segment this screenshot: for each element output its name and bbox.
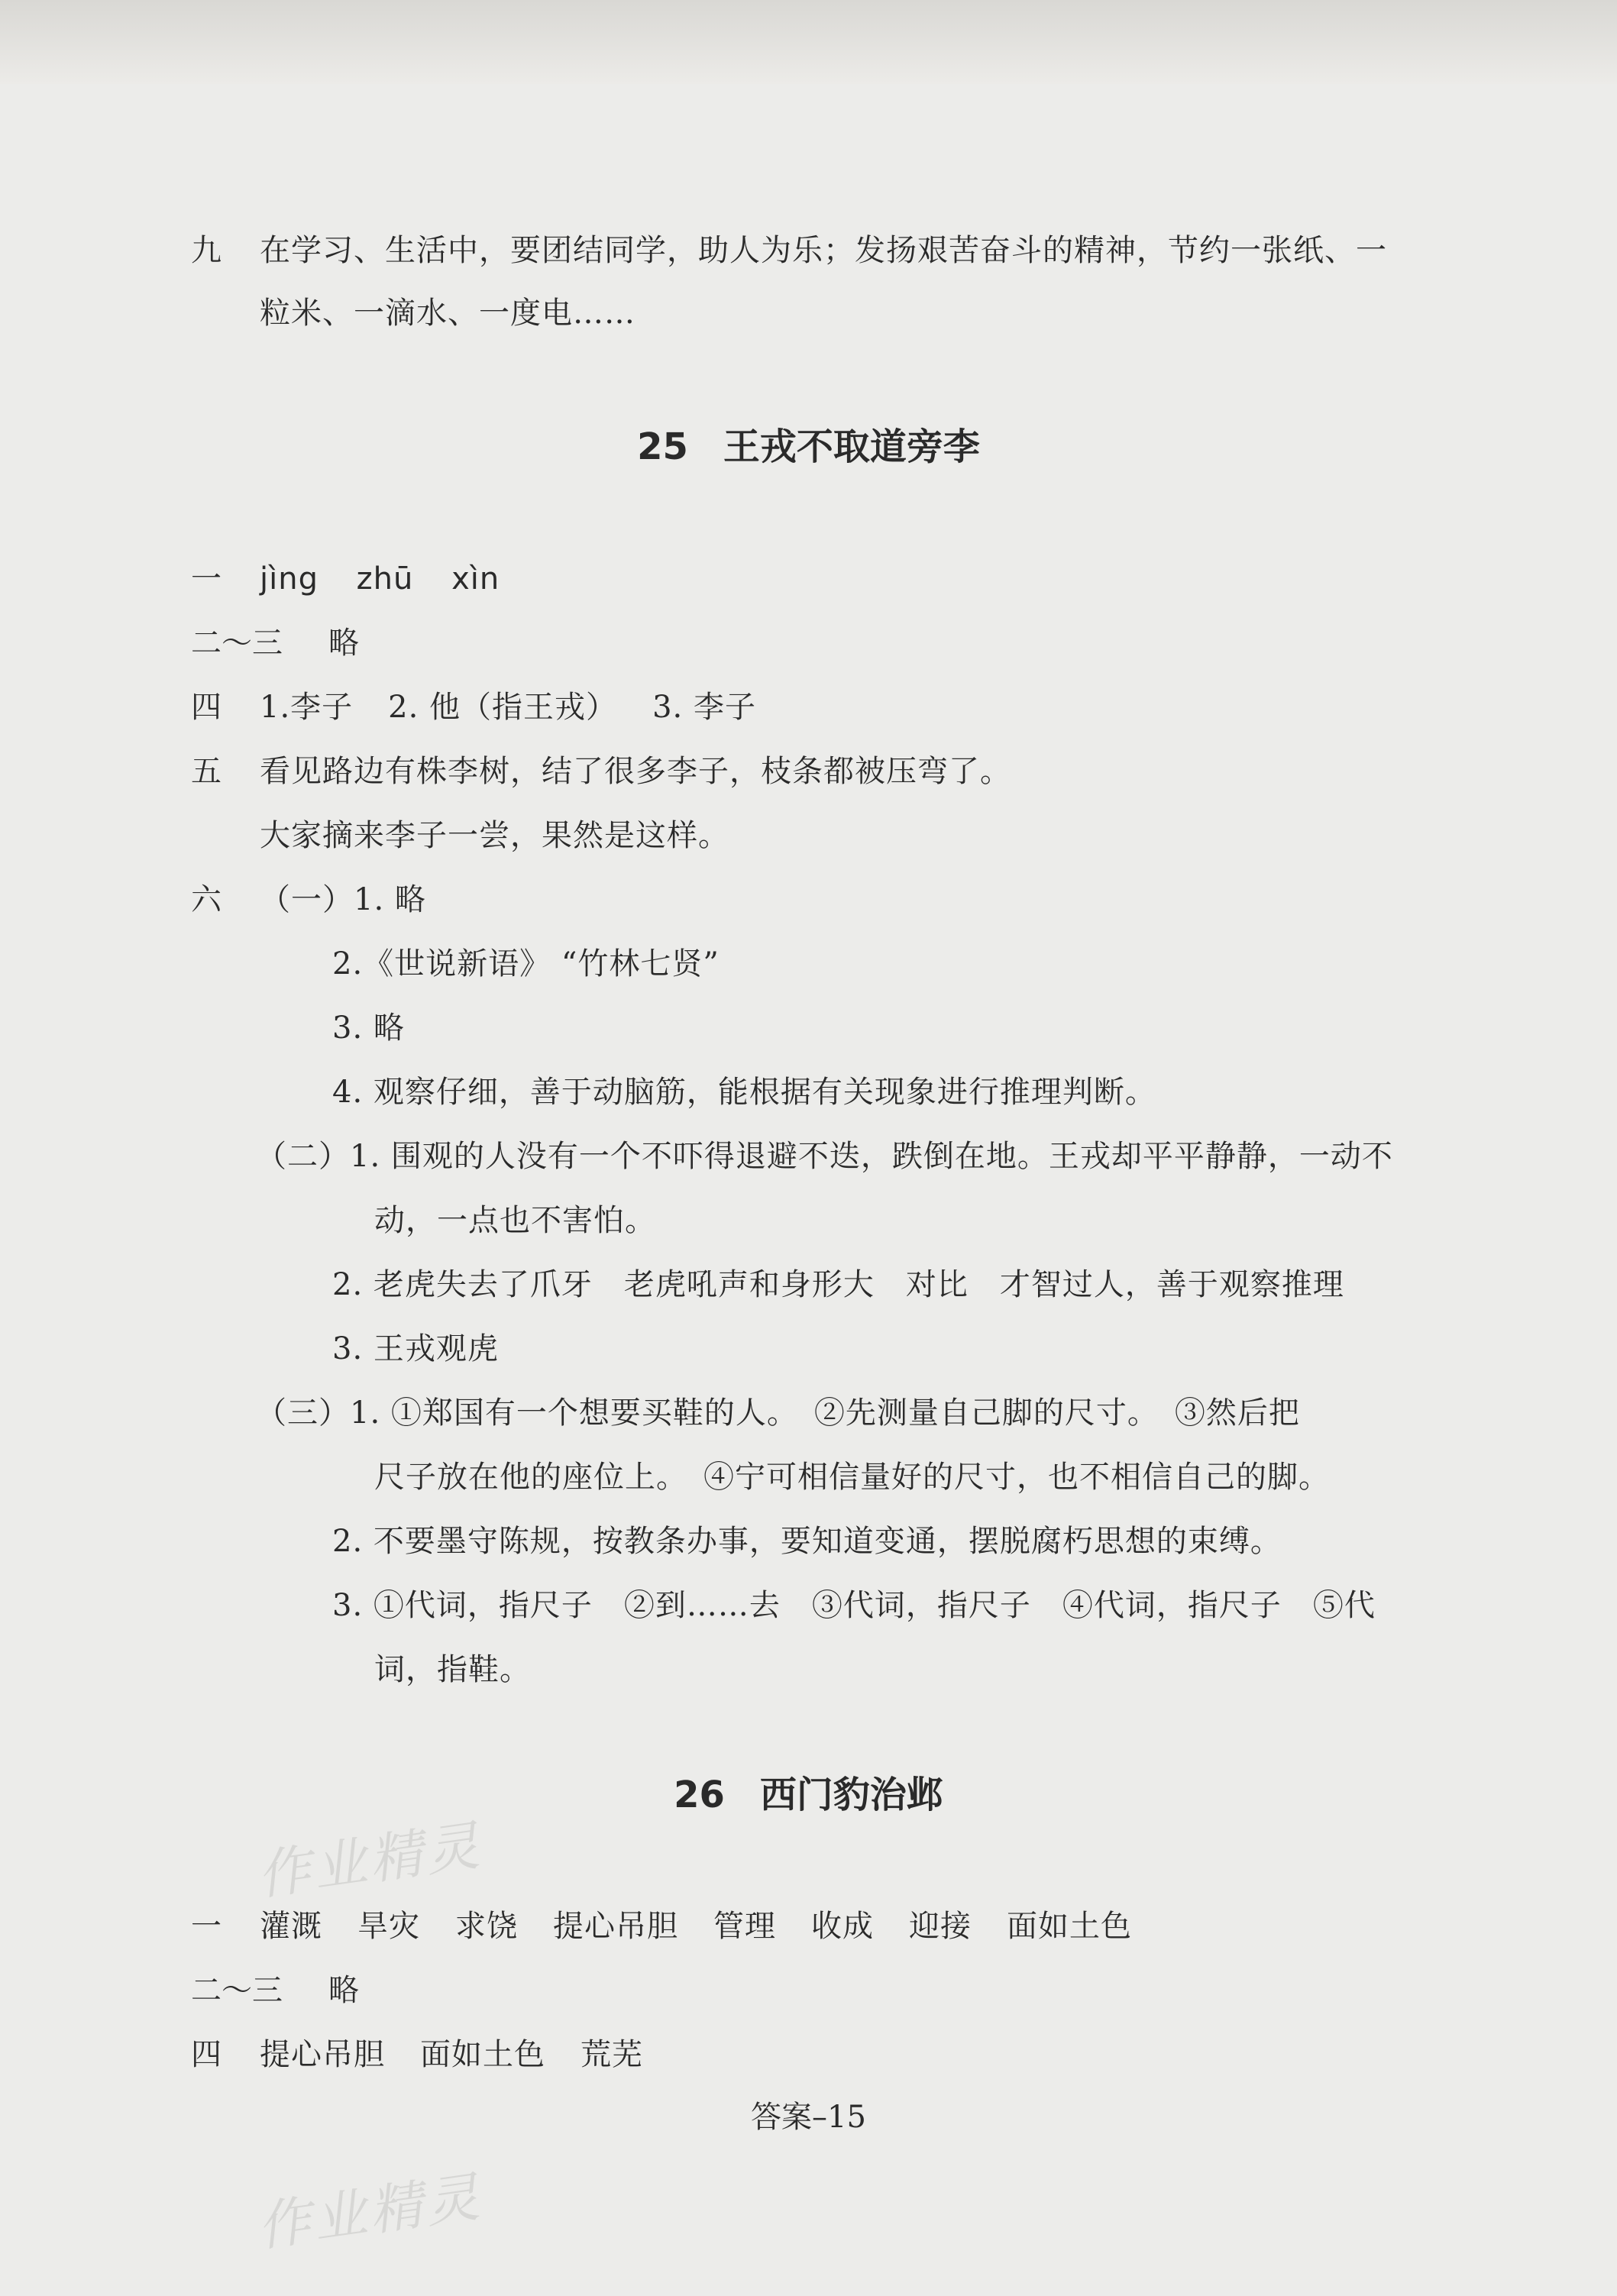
l26-q1-word: 旱灾 xyxy=(357,1909,420,1944)
lesson-25-heading xyxy=(0,420,1617,474)
l25-q6-part2-item1-b: 动，一点也不害怕。 xyxy=(374,1203,656,1238)
l26-q23-label: 二～三 xyxy=(191,1973,283,2008)
lesson-26-number: 26 xyxy=(674,1774,725,1816)
section-9-label: 九 xyxy=(191,233,222,268)
watermark-logo: 作业精灵 xyxy=(253,1813,487,1908)
l25-q5-label: 五 xyxy=(191,754,222,789)
lesson-25-number: 25 xyxy=(637,425,688,468)
l26-q1-label: 一 xyxy=(191,1909,222,1944)
l25-q6-part1-item1: （一）1. 略 xyxy=(260,882,426,917)
l25-q6-label: 六 xyxy=(191,882,222,917)
l25-q4-answers xyxy=(260,684,791,730)
l26-q23-text: 略 xyxy=(328,1973,360,2008)
watermark-logo-bottom: 作业精灵 xyxy=(253,2165,487,2259)
section-9-line-1: 在学习、生活中，要团结同学，助人为乐；发扬艰苦奋斗的精神，节约一张纸、一 xyxy=(260,233,1387,268)
scan-top-shadow xyxy=(0,0,1617,84)
l26-q1-word: 提心吊胆 xyxy=(553,1909,678,1944)
l26-q4-word: 面如土色 xyxy=(420,2037,545,2072)
l25-q5-line-2: 大家摘来李子一尝，果然是这样。 xyxy=(260,818,729,853)
l25-q4-item: 3. 李子 xyxy=(652,690,756,725)
l25-q1-pinyin: jìng zhū xìn xyxy=(260,561,500,597)
l26-q1-words xyxy=(260,1903,1167,1949)
lesson-26-heading xyxy=(0,1768,1617,1822)
page-footer: 答案–15 xyxy=(751,2100,866,2135)
l25-q4-label: 四 xyxy=(191,690,222,725)
l25-q6-part2-item1-a: （二）1. 围观的人没有一个不吓得退避不迭，跌倒在地。王戎却平平静静，一动不 xyxy=(256,1139,1393,1174)
l26-q4-label: 四 xyxy=(191,2037,222,2072)
l25-q6-part1-item4: 4. 观察仔细，善于动脑筋，能根据有关现象进行推理判断。 xyxy=(332,1075,1156,1110)
l25-q6-part2-item2: 2. 老虎失去了爪牙 老虎吼声和身形大 对比 才智过人，善于观察推理 xyxy=(332,1267,1344,1302)
lesson-26-title: 西门豹治邺 xyxy=(759,1774,943,1816)
l26-q1-word: 收成 xyxy=(811,1909,874,1944)
l26-q1-word: 求饶 xyxy=(455,1909,518,1944)
l25-q6-part3-item1-a: （三）1. ①郑国有一个想要买鞋的人。 ②先测量自己脚的尺寸。 ③然后把 xyxy=(256,1395,1300,1431)
l26-q4-word: 荒芜 xyxy=(581,2037,643,2072)
l25-q6-part3-item1-b: 尺子放在他的座位上。 ④宁可相信量好的尺寸，也不相信自己的脚。 xyxy=(374,1460,1330,1495)
l25-q6-part2-item3: 3. 王戎观虎 xyxy=(332,1331,499,1366)
l26-q1-word: 迎接 xyxy=(909,1909,972,1944)
l25-q4-item: 2. 他（指王戎） xyxy=(388,690,618,725)
l25-q23-label: 二～三 xyxy=(191,626,283,661)
lesson-25-title: 王戎不取道旁李 xyxy=(723,425,980,468)
l26-q1-word: 面如土色 xyxy=(1007,1909,1132,1944)
l26-q4-word: 提心吊胆 xyxy=(260,2037,385,2072)
section-9-line-2: 粒米、一滴水、一度电…… xyxy=(260,296,635,331)
l26-q1-word: 管理 xyxy=(713,1909,776,1944)
l25-q6-part1-item2: 2.《世说新语》 “竹林七贤” xyxy=(332,946,720,981)
l25-q6-part1-item3: 3. 略 xyxy=(332,1011,405,1046)
l25-q1-label: 一 xyxy=(191,561,222,597)
l25-q23-text: 略 xyxy=(328,626,360,661)
l25-q5-line-1: 看见路边有株李树，结了很多李子，枝条都被压弯了。 xyxy=(260,754,1011,789)
l25-q6-part3-item3-b: 词，指鞋。 xyxy=(374,1652,531,1687)
l25-q4-item: 1.李子 xyxy=(260,690,354,725)
l26-q4-words xyxy=(260,2032,678,2078)
l25-q6-part3-item2: 2. 不要墨守陈规，按教条办事，要知道变通，摆脱腐朽思想的束缚。 xyxy=(332,1524,1282,1559)
l26-q1-word: 灌溉 xyxy=(260,1909,322,1944)
l25-q6-part3-item3-a: 3. ①代词，指尺子 ②到……去 ③代词，指尺子 ④代词，指尺子 ⑤代 xyxy=(332,1588,1376,1623)
